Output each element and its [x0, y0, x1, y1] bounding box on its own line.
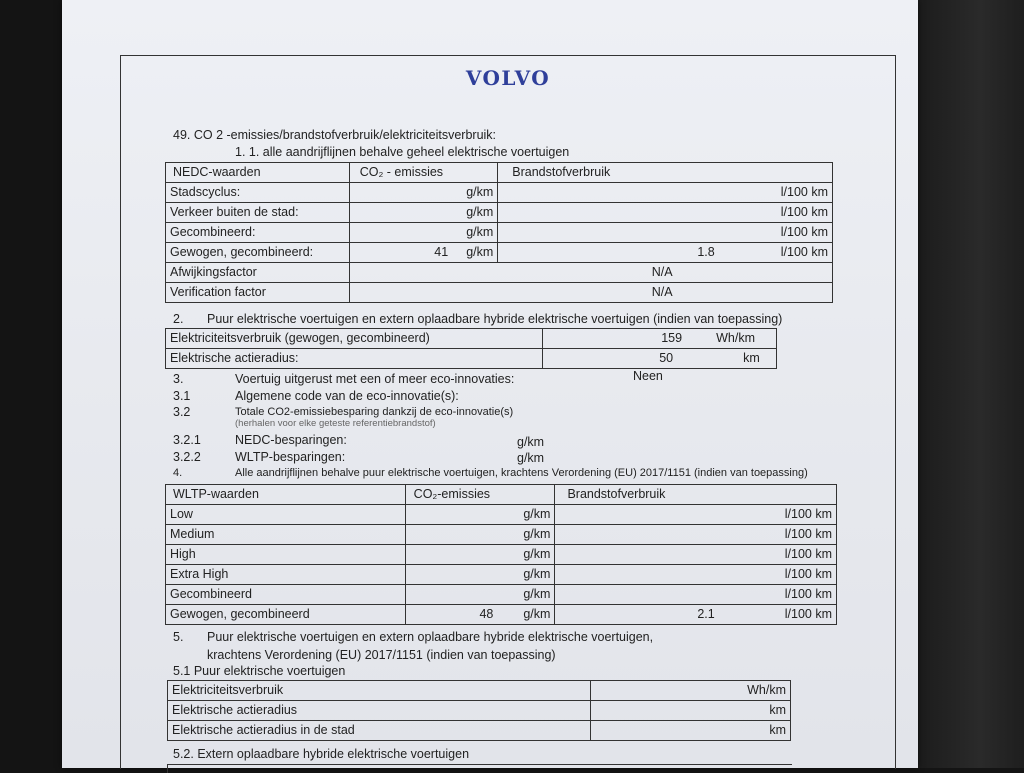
row-label: Gecombineerd: [166, 223, 350, 243]
electric-unit: Wh/km [716, 331, 755, 345]
fuel-unit: l/100 km [784, 527, 832, 541]
row-label: Low [166, 505, 406, 525]
fuel-unit: l/100 km [784, 607, 832, 621]
nedc-table [165, 162, 833, 303]
table-row [166, 183, 833, 203]
section-1-1-heading: 1. 1. alle aandrijflijnen behalve geheel elektrische voertuigen [235, 145, 570, 159]
verification-value: N/A [349, 283, 832, 303]
table-row [166, 329, 777, 349]
table-header: CO₂ - emissies [349, 163, 498, 183]
co2-unit: g/km [523, 587, 551, 601]
co2-unit: g/km [466, 245, 494, 259]
table-row [166, 283, 833, 303]
table-row [166, 223, 833, 243]
row-label: Elektrische actieradius [168, 701, 591, 721]
section-3-label: Voertuig uitgerust met een of meer eco-innovaties: [235, 372, 515, 386]
table-row [166, 263, 833, 283]
section-5-heading-line1: Puur elektrische voertuigen en extern oplaadbare hybride elektrische voertuigen, [207, 630, 654, 644]
cut-off-table [167, 764, 792, 773]
table-row [166, 485, 837, 505]
section-3-2-number: 3.2 [173, 405, 191, 419]
row-label: Verification factor [166, 283, 350, 303]
section-3-2-1-unit: g/km [517, 435, 545, 449]
document-frame [120, 55, 896, 769]
table-row [166, 585, 837, 605]
row-label: Elektriciteitsverbruik (gewogen, gecombineerd) [166, 329, 543, 349]
row-label: Stadscyclus: [166, 183, 350, 203]
section-3-2-2-unit: g/km [517, 451, 545, 465]
co2-unit: g/km [523, 507, 551, 521]
table-row [166, 163, 833, 183]
row-label: Medium [166, 525, 406, 545]
document-page [62, 0, 918, 768]
electric-table [165, 328, 777, 369]
electric-unit: km [743, 351, 760, 365]
eco-innovation-value: Neen [633, 369, 663, 383]
background-desk [914, 0, 1024, 768]
co2-unit: g/km [523, 527, 551, 541]
table-row [166, 605, 837, 625]
table-row [166, 545, 837, 565]
fuel-unit: l/100 km [780, 225, 828, 239]
table-row [166, 505, 837, 525]
co2-unit: g/km [466, 205, 494, 219]
fuel-value: 1.8 [697, 245, 715, 259]
table-header: Brandstofverbruik [555, 485, 837, 505]
section-3-number: 3. [173, 372, 184, 386]
row-label: Afwijkingsfactor [166, 263, 350, 283]
section-5-1-heading: 5.1 Puur elektrische voertuigen [173, 664, 346, 678]
table-header: CO₂-emissies [405, 485, 555, 505]
co2-unit: g/km [466, 185, 494, 199]
co2-value: 41 [434, 245, 449, 259]
row-label: Elektrische actieradius: [166, 349, 543, 369]
section-3-2-1-number: 3.2.1 [173, 433, 201, 447]
row-label: Elektriciteitsverbruik [168, 681, 591, 701]
co2-unit: g/km [523, 547, 551, 561]
table-row [168, 681, 791, 701]
section-3-2-note: (herhalen voor elke geteste referentiebrandstof) [235, 418, 436, 429]
row-label: High [166, 545, 406, 565]
volvo-logo: VOLVO [465, 66, 551, 90]
section-2-number: 2. [173, 312, 184, 326]
table-row [166, 349, 777, 369]
section-49-heading: 49. CO 2 -emissies/brandstofverbruik/elektriciteitsverbruik: [173, 128, 497, 142]
afwijking-value: N/A [349, 263, 832, 283]
table-row [168, 701, 791, 721]
wltp-table [165, 484, 837, 625]
fuel-unit: l/100 km [784, 507, 832, 521]
row-label: Gecombineerd [166, 585, 406, 605]
section-3-2-label: Totale CO2-emissiebesparing dankzij de eco-innovatie(s) [235, 406, 514, 418]
co2-unit: g/km [523, 607, 551, 621]
table-row [166, 243, 833, 263]
electric-value: 50 [659, 351, 674, 365]
section-5-heading-line2: krachtens Verordening (EU) 2017/1151 (indien van toepassing) [207, 648, 556, 662]
table-row [166, 565, 837, 585]
section-4-number: 4. [173, 467, 183, 479]
fuel-unit: l/100 km [784, 567, 832, 581]
row-label: Elektrische actieradius in de stad [168, 721, 591, 741]
fuel-unit: l/100 km [784, 547, 832, 561]
table-row [166, 525, 837, 545]
co2-value: 48 [479, 607, 494, 621]
section-5-number: 5. [173, 630, 184, 644]
unit-cell: Wh/km [591, 681, 791, 701]
pure-electric-table [167, 680, 791, 741]
fuel-value: 2.1 [697, 607, 715, 621]
row-label: Gewogen, gecombineerd [166, 605, 406, 625]
section-4-heading: Alle aandrijflijnen behalve puur elektrische voertuigen, krachtens Verordening (EU) 2017/1151 (indien van toepassing) [235, 467, 808, 479]
row-label: Verkeer buiten de stad: [166, 203, 350, 223]
fuel-unit: l/100 km [780, 185, 828, 199]
row-label: Extra High [166, 565, 406, 585]
section-3-1-label: Algemene code van de eco-innovatie(s): [235, 389, 459, 403]
co2-unit: g/km [523, 567, 551, 581]
table-row [166, 203, 833, 223]
table-row [168, 721, 791, 741]
table-header: NEDC-waarden [166, 163, 350, 183]
electric-value: 159 [661, 331, 683, 345]
fuel-unit: l/100 km [780, 245, 828, 259]
fuel-unit: l/100 km [780, 205, 828, 219]
row-label: Gewogen, gecombineerd: [166, 243, 350, 263]
section-3-2-2-number: 3.2.2 [173, 450, 201, 464]
section-3-2-2-label: WLTP-besparingen: [235, 450, 346, 464]
section-3-1-number: 3.1 [173, 389, 191, 403]
unit-cell: km [591, 721, 791, 741]
section-5-2-heading: 5.2. Extern oplaadbare hybride elektrische voertuigen [173, 747, 470, 761]
unit-cell: km [591, 701, 791, 721]
co2-unit: g/km [466, 225, 494, 239]
fuel-unit: l/100 km [784, 587, 832, 601]
section-3-2-1-label: NEDC-besparingen: [235, 433, 347, 447]
table-header: Brandstofverbruik [498, 163, 833, 183]
table-header: WLTP-waarden [166, 485, 406, 505]
section-2-heading: Puur elektrische voertuigen en extern oplaadbare hybride elektrische voertuigen (indien van toepassing) [207, 312, 783, 326]
